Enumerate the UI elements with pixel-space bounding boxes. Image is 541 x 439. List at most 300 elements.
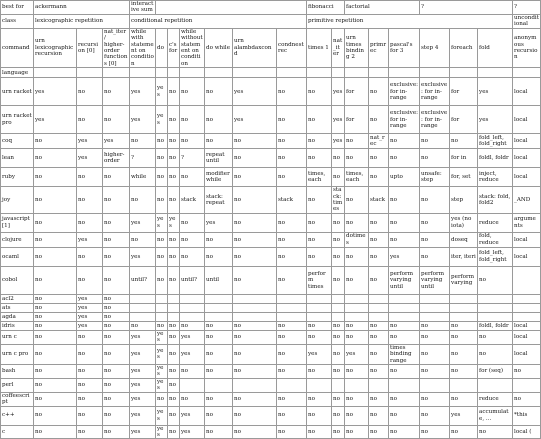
- table-cell: no: [103, 303, 130, 312]
- table-cell: no: [103, 344, 130, 364]
- table-cell: no: [34, 365, 77, 379]
- table-cell: no: [345, 213, 369, 232]
- row-label: bash: [1, 365, 34, 379]
- header-cell: while without statement on condition: [181, 28, 203, 67]
- table-cell: [345, 303, 369, 312]
- table-cell: no: [345, 321, 369, 330]
- table-cell: no: [233, 344, 277, 364]
- table-cell: [478, 294, 513, 303]
- table-cell: yes: [34, 78, 77, 106]
- table-cell: no: [77, 78, 103, 106]
- table-cell: no: [420, 392, 450, 406]
- table-cell: yes: [205, 213, 233, 232]
- table-cell: no: [103, 106, 130, 134]
- table-cell: yes: [130, 344, 156, 364]
- table-cell: no: [233, 392, 277, 406]
- header-cell: [420, 68, 450, 78]
- row-label: agda: [1, 312, 34, 321]
- table-cell: no: [369, 392, 389, 406]
- table-cell: ?: [180, 149, 205, 168]
- table-cell: no: [277, 330, 307, 344]
- table-cell: no: [205, 406, 233, 425]
- table-cell: no: [332, 392, 345, 406]
- table-cell: accumulate, ...: [478, 406, 513, 425]
- table-cell: no: [180, 106, 205, 134]
- table-cell: no: [345, 365, 369, 379]
- row-label: clojure: [1, 232, 34, 247]
- header-cell: do: [156, 28, 168, 68]
- row-label: coq: [1, 134, 34, 149]
- table-cell: no: [345, 149, 369, 168]
- table-cell: no: [307, 149, 332, 168]
- table-cell: [233, 312, 277, 321]
- table-cell: yes: [130, 78, 156, 106]
- table-cell: no: [103, 312, 130, 321]
- table-cell: [450, 312, 478, 321]
- row-label: perl: [1, 378, 34, 392]
- table-cell: no: [34, 213, 77, 232]
- table-cell: [513, 312, 541, 321]
- header-cell: [369, 68, 389, 78]
- table-cell: no: [156, 247, 168, 266]
- table-cell: [345, 378, 369, 392]
- table-cell: no: [420, 321, 450, 330]
- table-cell: no: [168, 406, 180, 425]
- table-cell: inject, reduce: [478, 168, 513, 187]
- header-cell: nat_iter / higher-order functions [0]: [103, 28, 130, 68]
- table-cell: no: [77, 330, 103, 344]
- header-cell: [103, 68, 130, 78]
- row-label: c: [1, 425, 34, 439]
- table-cell: no: [205, 134, 233, 149]
- table-row: [1, 330, 541, 344]
- table-cell: no: [277, 392, 307, 406]
- table-cell: no: [332, 406, 345, 425]
- row-label: ocaml: [1, 247, 34, 266]
- table-cell: [168, 294, 180, 303]
- table-cell: for, set: [450, 168, 478, 187]
- table-cell: no: [420, 247, 450, 266]
- table-cell: no: [420, 330, 450, 344]
- table-cell: no: [478, 330, 513, 344]
- table-cell: no: [205, 344, 233, 364]
- header-cell: [77, 68, 103, 78]
- table-cell: no: [103, 425, 130, 439]
- table-cell: no: [77, 365, 103, 379]
- row-label: idris: [1, 321, 34, 330]
- table-cell: no: [34, 378, 77, 392]
- table-cell: no: [168, 187, 180, 214]
- table-cell: no: [420, 406, 450, 425]
- table-cell: no: [77, 213, 103, 232]
- table-cell: no: [103, 330, 130, 344]
- table-cell: stack: repeat: [205, 187, 233, 214]
- table-cell: no: [307, 321, 332, 330]
- table-cell: no: [103, 187, 130, 214]
- header-cell: [345, 68, 369, 78]
- table-cell: modifier while: [205, 168, 233, 187]
- table-cell: no: [389, 392, 420, 406]
- table-cell: no: [34, 303, 77, 312]
- table-cell: no: [389, 365, 420, 379]
- table-cell: no: [103, 378, 130, 392]
- table-cell: no: [77, 425, 103, 439]
- header-cell: conditional repetition: [130, 14, 307, 28]
- table-cell: while: [130, 168, 156, 187]
- table-cell: no: [168, 344, 180, 364]
- table-cell: exclusive: for in-range: [389, 106, 420, 134]
- row-label: class: [1, 14, 34, 28]
- table-cell: no: [450, 392, 478, 406]
- table-cell: no: [233, 187, 277, 214]
- table-cell: no: [389, 321, 420, 330]
- header-cell: interactive sum: [130, 1, 156, 15]
- table-cell: nat_rec: [369, 134, 389, 149]
- header-cell: foreach: [450, 28, 478, 68]
- table-cell: [513, 303, 541, 312]
- table-cell: no: [307, 392, 332, 406]
- table-cell: no: [345, 247, 369, 266]
- table-cell: no: [34, 294, 77, 303]
- table-cell: stack: times: [332, 187, 345, 214]
- table-cell: no: [103, 321, 130, 330]
- table-cell: yes: [156, 344, 168, 364]
- table-cell: no: [332, 321, 345, 330]
- table-cell: no: [345, 406, 369, 425]
- table-cell: yes: [34, 106, 77, 134]
- table-cell: yes: [77, 134, 103, 149]
- table-cell: no: [205, 425, 233, 439]
- table-cell: no: [180, 321, 205, 330]
- table-cell: no: [103, 78, 130, 106]
- header-cell: ?: [420, 1, 513, 15]
- table-cell: no: [156, 134, 168, 149]
- table-cell: [478, 312, 513, 321]
- table-cell: local: [513, 232, 541, 247]
- header-cell: fibonacci: [307, 1, 345, 15]
- table-cell: no: [389, 406, 420, 425]
- table-cell: no: [205, 392, 233, 406]
- table-cell: [205, 303, 233, 312]
- table-cell: [168, 312, 180, 321]
- table-cell: local: [513, 78, 541, 106]
- table-row: [1, 232, 541, 247]
- table-cell: no: [389, 232, 420, 247]
- table-cell: reduce: [478, 213, 513, 232]
- table-cell: no: [205, 232, 233, 247]
- table-cell: no: [332, 365, 345, 379]
- table-cell: no: [233, 213, 277, 232]
- row-label: urn c: [1, 330, 34, 344]
- table-cell: no: [450, 344, 478, 364]
- header-cell: [389, 68, 420, 78]
- row-label: lean: [1, 149, 34, 168]
- header-cell: pascal's for 3: [389, 28, 420, 68]
- table-cell: no: [513, 365, 541, 379]
- table-cell: no: [233, 149, 277, 168]
- table-cell: times binding range: [389, 344, 420, 364]
- table-cell: until?: [130, 266, 156, 294]
- row-label: coffeescript: [1, 392, 34, 406]
- table-cell: exclusive: for in-range: [389, 78, 420, 106]
- table-cell: no: [345, 392, 369, 406]
- table-cell: no: [369, 406, 389, 425]
- table-cell: no: [156, 321, 168, 330]
- table-cell: yes: [77, 312, 103, 321]
- table-cell: no: [420, 232, 450, 247]
- table-cell: step: [450, 187, 478, 214]
- table-cell: no: [478, 344, 513, 364]
- table-cell: times, each: [307, 168, 332, 187]
- table-cell: for: [345, 106, 369, 134]
- table-cell: no: [34, 312, 77, 321]
- table-cell: [332, 378, 345, 392]
- table-row: [1, 321, 541, 330]
- table-cell: local: [513, 106, 541, 134]
- table-cell: [478, 303, 513, 312]
- table-cell: no: [332, 344, 345, 364]
- table-cell: no: [277, 106, 307, 134]
- table-cell: yes: [156, 106, 168, 134]
- table-cell: no: [332, 247, 345, 266]
- table-cell: yes: [130, 247, 156, 266]
- header-cell: [332, 68, 345, 78]
- table-cell: yes: [77, 149, 103, 168]
- table-cell: [180, 294, 205, 303]
- table-cell: yes: [233, 78, 277, 106]
- table-cell: no: [277, 321, 307, 330]
- table-cell: no: [156, 187, 168, 214]
- table-cell: local: [513, 330, 541, 344]
- row-label: joy: [1, 187, 34, 214]
- row-label: urn racket pro: [1, 106, 34, 134]
- table-cell: [233, 303, 277, 312]
- table-cell: yes: [156, 78, 168, 106]
- table-row: [1, 78, 541, 106]
- table-cell: no: [168, 330, 180, 344]
- table-cell: no: [369, 247, 389, 266]
- table-cell: exclusive: for in-range: [420, 78, 450, 106]
- table-cell: [205, 312, 233, 321]
- table-row: [1, 294, 541, 303]
- table-cell: [156, 303, 168, 312]
- table-cell: no: [130, 321, 156, 330]
- table-cell: no: [307, 425, 332, 439]
- table-row: [1, 392, 541, 406]
- table-cell: no: [369, 78, 389, 106]
- table-cell: no: [277, 425, 307, 439]
- table-cell: yes: [156, 406, 168, 425]
- table-cell: no: [168, 321, 180, 330]
- table-cell: no: [34, 321, 77, 330]
- row-label: command: [1, 28, 34, 68]
- table-cell: for (seq): [478, 365, 513, 379]
- table-cell: no: [103, 247, 130, 266]
- table-cell: perform varying: [450, 266, 478, 294]
- table-cell: no: [277, 365, 307, 379]
- table-cell: [180, 312, 205, 321]
- table-cell: no: [103, 168, 130, 187]
- table-cell: no: [168, 266, 180, 294]
- header-cell: do while: [205, 28, 233, 68]
- table-cell: yes: [478, 78, 513, 106]
- table-cell: yes: [103, 134, 130, 149]
- table-cell: no: [420, 344, 450, 364]
- table-cell: local: [513, 168, 541, 187]
- table-cell: local: [513, 321, 541, 330]
- table-cell: no: [77, 106, 103, 134]
- table-cell: no: [205, 78, 233, 106]
- table-cell: no: [307, 213, 332, 232]
- table-cell: arguments: [513, 213, 541, 232]
- table-cell: no: [34, 168, 77, 187]
- header-cell: step 4: [420, 28, 450, 68]
- table-cell: no: [205, 247, 233, 266]
- table-cell: no: [277, 247, 307, 266]
- table-cell: no: [369, 149, 389, 168]
- table-cell: no: [332, 330, 345, 344]
- table-cell: yes: [130, 330, 156, 344]
- row-label: acl2: [1, 294, 34, 303]
- table-row: [1, 344, 541, 364]
- header-cell: [156, 1, 307, 15]
- table-cell: no: [389, 330, 420, 344]
- table-cell: no: [369, 168, 389, 187]
- table-cell: local (: [513, 425, 541, 439]
- table-cell: [332, 303, 345, 312]
- table-row: [1, 425, 541, 439]
- table-cell: no: [450, 134, 478, 149]
- header-cell: unconditional: [514, 14, 539, 28]
- table-cell: no: [168, 247, 180, 266]
- table-cell: [277, 378, 307, 392]
- table-cell: no: [156, 392, 168, 406]
- table-cell: no: [332, 213, 345, 232]
- table-cell: yes: [180, 344, 205, 364]
- table-cell: no: [450, 321, 478, 330]
- table-cell: [332, 312, 345, 321]
- table-cell: no: [77, 344, 103, 364]
- table-cell: [233, 294, 277, 303]
- table-cell: no: [103, 294, 130, 303]
- table-cell: no: [168, 106, 180, 134]
- table-cell: for in: [450, 149, 478, 168]
- table-cell: iter, iteri: [450, 247, 478, 266]
- table-cell: yes: [130, 365, 156, 379]
- table-cell: no: [168, 392, 180, 406]
- table-cell: yes: [77, 232, 103, 247]
- header-cell: primrec: [369, 28, 389, 68]
- table-cell: yes: [156, 213, 168, 232]
- table-cell: no: [77, 378, 103, 392]
- table-cell: yes: [307, 344, 332, 364]
- table-cell: no: [103, 213, 130, 232]
- table-cell: no: [369, 106, 389, 134]
- header-cell: anonymous recursion: [513, 28, 541, 68]
- table-cell: no: [180, 247, 205, 266]
- table-cell: [450, 294, 478, 303]
- table-cell: no: [450, 365, 478, 379]
- header-cell: nat_iter: [332, 28, 345, 68]
- table-cell: [369, 312, 389, 321]
- header-cell: times 1: [307, 28, 332, 68]
- table-cell: [389, 378, 420, 392]
- table-cell: yes: [156, 330, 168, 344]
- table-cell: no: [277, 149, 307, 168]
- table-cell: yes: [156, 378, 168, 392]
- table-cell: no: [332, 232, 345, 247]
- table-cell: no: [277, 232, 307, 247]
- header-cell: [168, 68, 180, 78]
- table-cell: no: [77, 392, 103, 406]
- table-row: [1, 365, 541, 379]
- header-cell: [180, 68, 205, 78]
- table-cell: no: [180, 213, 205, 232]
- table-cell: no: [420, 365, 450, 379]
- table-cell: [130, 294, 156, 303]
- table-cell: yes: [389, 247, 420, 266]
- table-cell: no: [168, 232, 180, 247]
- table-cell: perform times: [307, 266, 332, 294]
- table-cell: no: [233, 321, 277, 330]
- header-cell: [513, 68, 541, 78]
- table-cell: no: [307, 134, 332, 149]
- header-row-class: [1, 14, 541, 28]
- header-cell: ?: [513, 1, 541, 15]
- table-cell: no: [156, 232, 168, 247]
- table-cell: times, each: [345, 168, 369, 187]
- table-cell: no: [205, 106, 233, 134]
- table-cell: [233, 378, 277, 392]
- header-cell: lexicographic repetition: [34, 14, 130, 28]
- table-cell: no: [168, 78, 180, 106]
- table-cell: no: [307, 365, 332, 379]
- header-cell: urn alambdaxcond: [233, 28, 277, 68]
- table-cell: yes: [156, 425, 168, 439]
- table-row: [1, 106, 541, 134]
- table-cell: no: [345, 266, 369, 294]
- table-cell: [345, 294, 369, 303]
- table-cell: upto: [389, 168, 420, 187]
- row-label: javascript [1]: [1, 213, 34, 232]
- table-cell: fold_left, fold_right: [478, 247, 513, 266]
- table-cell: no: [369, 232, 389, 247]
- table-cell: [205, 378, 233, 392]
- table-cell: no: [180, 78, 205, 106]
- table-cell: [277, 294, 307, 303]
- table-cell: no: [420, 187, 450, 214]
- table-cell: no: [478, 425, 513, 439]
- table-cell: *this: [513, 406, 541, 425]
- table-cell: no: [420, 425, 450, 439]
- header-cell: [478, 68, 513, 78]
- table-cell: no: [389, 149, 420, 168]
- table-cell: no: [277, 168, 307, 187]
- table-cell: no: [369, 266, 389, 294]
- table-cell: no: [307, 106, 332, 134]
- table-cell: [389, 312, 420, 321]
- table-cell: no: [233, 365, 277, 379]
- table-cell: no: [233, 425, 277, 439]
- table-cell: yes: [180, 425, 205, 439]
- table-cell: no: [77, 187, 103, 214]
- table-cell: [369, 378, 389, 392]
- table-cell: no: [389, 134, 420, 149]
- table-cell: [420, 312, 450, 321]
- header-cell: [156, 68, 168, 78]
- table-cell: fold, reduce: [478, 232, 513, 247]
- table-cell: no: [130, 134, 156, 149]
